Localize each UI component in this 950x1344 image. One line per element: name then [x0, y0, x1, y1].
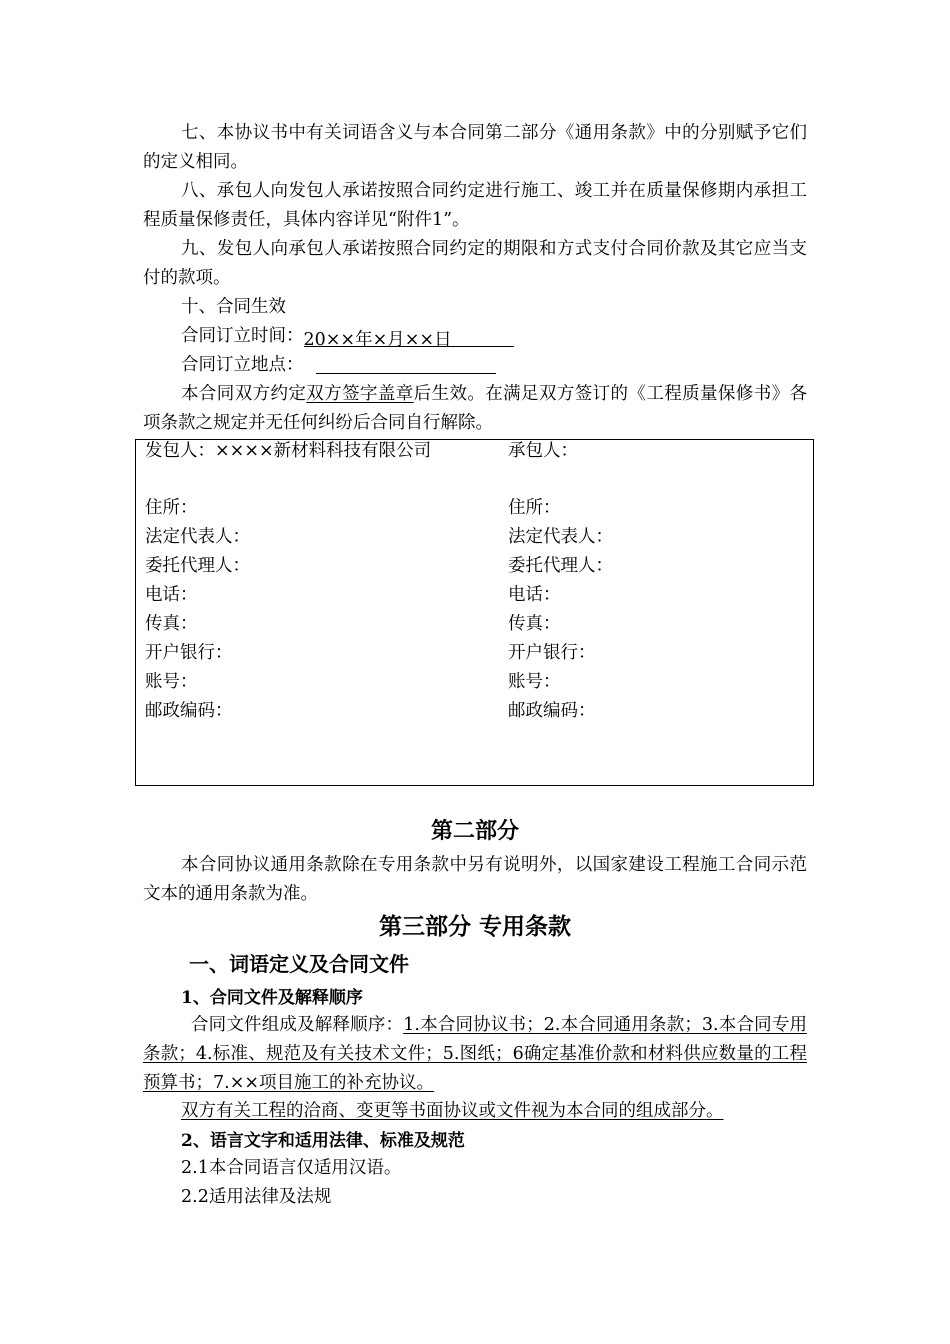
employer-legal-rep: 法定代表人：: [145, 527, 250, 547]
sign-place-label: 合同订立地点：: [181, 355, 304, 375]
contractor-postcode: 邮政编码：: [508, 701, 596, 721]
sign-place-blank: [316, 353, 496, 374]
docs-note: 双方有关工程的洽商、变更等书面协议或文件视为本合同的组成部分。: [181, 1101, 724, 1121]
part3-title: 第三部分 专用条款: [378, 913, 571, 940]
sign-time-row: [181, 322, 514, 351]
employer-fax: 传真：: [145, 614, 198, 634]
contractor-phone: 电话：: [508, 585, 561, 605]
sign-place-row: [181, 351, 496, 380]
contractor-label: 承包人：: [508, 441, 578, 461]
docs-label: 合同文件组成及解释顺序：: [191, 1015, 404, 1035]
employer-phone: 电话：: [145, 585, 198, 605]
effect-underlined: 双方签字盖章: [306, 384, 414, 404]
sub2-title: 2、语言文字和适用法律、标准及规范: [181, 1131, 465, 1151]
employer-agent: 委托代理人：: [145, 556, 250, 576]
sign-time-value: 20××年×月××日: [303, 330, 452, 350]
employer-account: 账号：: [145, 672, 198, 692]
effect-post: 后生效。在满足双方签订的《工程质量保修书》各项条款之规定并无任何纠纷后合同自行解除。: [143, 384, 808, 433]
effect-clause: [143, 380, 807, 438]
contractor-agent: 委托代理人：: [508, 556, 613, 576]
contractor-fax: 传真：: [508, 614, 561, 634]
clause-10-title: 十、合同生效: [181, 297, 286, 317]
docs-list: 1.本合同协议书；2.本合同通用条款；3.本合同专用条款；4.标准、规范及有关技术文件；5.图纸；6确定基准价款和材料供应数量的工程预算书；7.××项目施工的补充协议。: [143, 1015, 807, 1093]
signature-table: [135, 439, 814, 786]
contractor-legal-rep: 法定代表人：: [508, 527, 613, 547]
contractor-account: 账号：: [508, 672, 561, 692]
section1-title: 一、词语定义及合同文件: [189, 952, 409, 976]
part2-body: 本合同协议通用条款除在专用条款中另有说明外，以国家建设工程施工合同示范文本的通用条款为准。: [143, 855, 807, 904]
item-2-2: 2.2适用法律及法规: [181, 1187, 332, 1207]
clause-7: 七、本协议书中有关词语含义与本合同第二部分《通用条款》中的分别赋予它们的定义相同。: [143, 123, 807, 172]
contractor-address: 住所：: [508, 498, 561, 518]
contractor-bank: 开户银行：: [508, 643, 596, 663]
item-2-1: 2.1本合同语言仅适用汉语。: [181, 1158, 402, 1178]
effect-pre: 本合同双方约定: [181, 384, 307, 404]
employer-postcode: 邮政编码：: [145, 701, 233, 721]
contract-docs-order: [143, 1011, 807, 1098]
sub1-title: 1、合同文件及解释顺序: [181, 988, 363, 1008]
sign-time-field: [303, 326, 514, 350]
employer-address: 住所：: [145, 498, 198, 518]
employer-bank: 开户银行：: [145, 643, 233, 663]
clause-8: 八、承包人向发包人承诺按照合同约定进行施工、竣工并在质量保修期内承担工程质量保修责任，具体内容详见“附件1”。: [143, 181, 807, 230]
sign-time-label: 合同订立时间：: [181, 326, 304, 346]
employer-label: 发包人：××××新材料科技有限公司: [145, 441, 432, 461]
clause-9: 九、发包人向承包人承诺按照合同约定的期限和方式支付合同价款及其它应当支付的款项。: [143, 239, 807, 288]
part2-title: 第二部分: [430, 818, 519, 844]
